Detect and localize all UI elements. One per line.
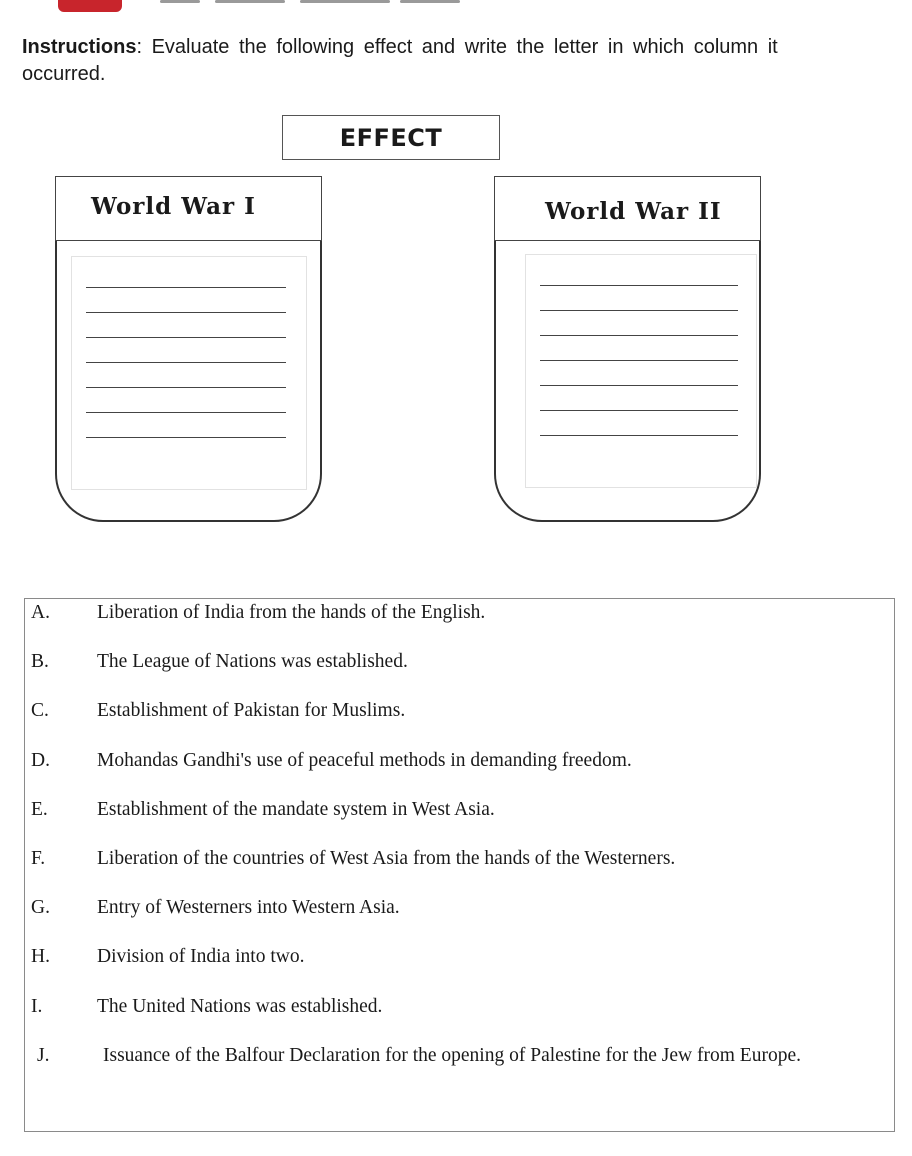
choice-letter: C. bbox=[31, 700, 49, 721]
choice-text: Mohandas Gandhi's use of peaceful methods in demanding freedom. bbox=[97, 750, 632, 771]
choice-letter: J. bbox=[37, 1045, 50, 1066]
answer-line[interactable] bbox=[86, 337, 286, 338]
header-stroke bbox=[160, 0, 200, 3]
choice-text: Liberation of the countries of West Asia from the hands of the Westerners. bbox=[97, 848, 676, 869]
choice-text: Division of India into two. bbox=[97, 946, 305, 967]
answer-line[interactable] bbox=[86, 412, 286, 413]
choice-letter: E. bbox=[31, 799, 48, 820]
header-stroke bbox=[215, 0, 285, 3]
answer-sheet bbox=[525, 254, 757, 488]
column-header bbox=[494, 176, 761, 241]
answer-line[interactable] bbox=[86, 437, 286, 438]
choice-letter: A. bbox=[31, 602, 50, 623]
column-title: World War II bbox=[545, 198, 722, 225]
choice-text: Liberation of India from the hands of the English. bbox=[97, 602, 486, 623]
choice-letter: H. bbox=[31, 946, 50, 967]
instructions-label: Instructions bbox=[22, 36, 137, 58]
answer-line[interactable] bbox=[86, 387, 286, 388]
choices-box bbox=[24, 598, 895, 1132]
choice-text: The League of Nations was established. bbox=[97, 651, 408, 672]
header-stroke bbox=[400, 0, 460, 3]
choice-letter: B. bbox=[31, 651, 49, 672]
answer-line[interactable] bbox=[540, 360, 738, 361]
choice-letter: F. bbox=[31, 848, 46, 869]
column-world-war-1 bbox=[55, 176, 322, 524]
choice-letter: I. bbox=[31, 996, 43, 1017]
choice-letter: D. bbox=[31, 750, 50, 771]
choice-text: Establishment of Pakistan for Muslims. bbox=[97, 700, 406, 721]
column-title: World War I bbox=[91, 193, 256, 220]
answer-line[interactable] bbox=[86, 362, 286, 363]
answer-sheet bbox=[71, 256, 307, 490]
answer-line[interactable] bbox=[540, 435, 738, 436]
choice-text: Issuance of the Balfour Declaration for the opening of Palestine for the Jew from Europe. bbox=[103, 1045, 801, 1066]
cropped-header-decoration bbox=[0, 0, 912, 14]
choice-letter: G. bbox=[31, 897, 50, 918]
column-header bbox=[55, 176, 322, 241]
choice-text: The United Nations was established. bbox=[97, 996, 383, 1017]
answer-line[interactable] bbox=[540, 285, 738, 286]
answer-line[interactable] bbox=[86, 287, 286, 288]
red-header-mark bbox=[58, 0, 122, 12]
header-stroke bbox=[300, 0, 390, 3]
answer-line[interactable] bbox=[540, 310, 738, 311]
answer-line[interactable] bbox=[540, 385, 738, 386]
effect-title-box: EFFECT bbox=[282, 115, 500, 160]
choice-text: Entry of Westerners into Western Asia. bbox=[97, 897, 400, 918]
choice-text: Establishment of the mandate system in West Asia. bbox=[97, 799, 495, 820]
answer-line[interactable] bbox=[86, 312, 286, 313]
answer-line[interactable] bbox=[540, 410, 738, 411]
instructions-paragraph bbox=[22, 34, 822, 88]
column-world-war-2 bbox=[494, 176, 761, 524]
answer-line[interactable] bbox=[540, 335, 738, 336]
instructions-text: : Evaluate the following effect and write the letter in which column it occurred. bbox=[22, 36, 778, 85]
choice-item bbox=[31, 1043, 881, 1068]
